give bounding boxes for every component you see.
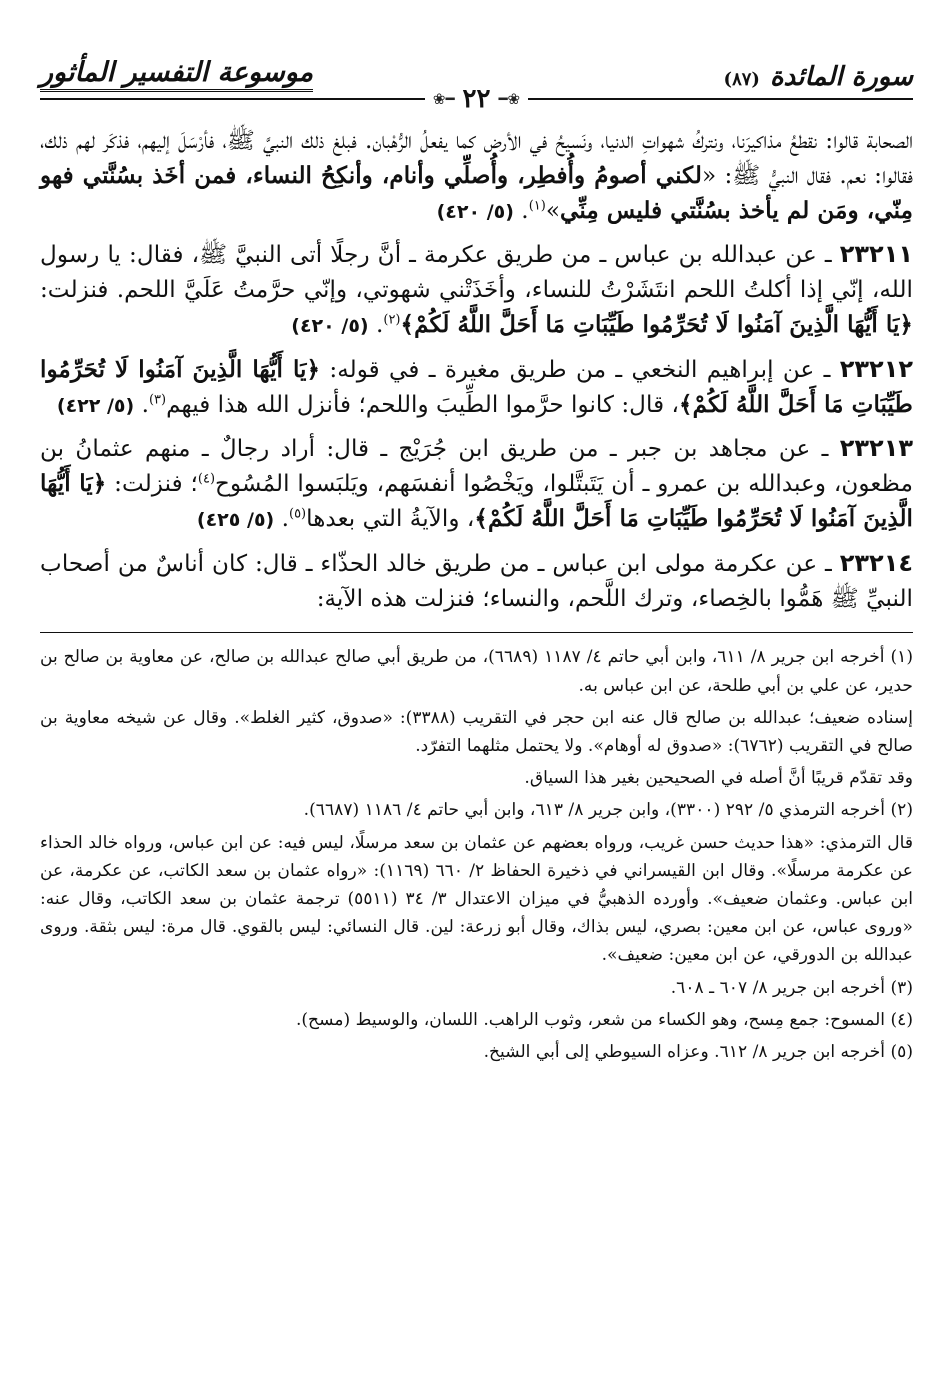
- text-run: .: [368, 310, 384, 338]
- quran-verse: ﴿يَا أَيُّهَا الَّذِينَ آمَنُوا لَا تُحَرِّمُوا طَيِّبَاتِ مَا أَحَلَّ اللَّهُ لَكُمْ﴾: [40, 355, 913, 418]
- footnote: إسناده ضعيف؛ عبدالله بن صالح قال عنه ابن حجر في التقريب (٣٣٨٨): «صدوق، كثير الغلط». وقال عن شيخه معاوية بن صالح في التقريب (٦٧٦٢): «صدوق له أوهام». ولا يحتمل مثلهما التفرّد.: [40, 707, 913, 756]
- volume-page-ref: (٥/ ٤٢٠): [436, 200, 514, 223]
- footnote: (١) أخرجه ابن جرير ٨/ ٦١١، وابن أبي حاتم ٤/ ١١٨٧ (٦٦٨٩)، من طريق أبي صالح عبدالله بن صالح، عن معاوية بن صالح بن حدير، عن علي بن أبي طلحة، عن ابن عباس به.: [40, 647, 913, 696]
- text-run: ، والآيةُ التي بعدها: [306, 504, 475, 532]
- volume-page-ref: (٥/ ٤٢٠): [291, 314, 369, 337]
- text-run: ـ عن عكرمة مولى ابن عباس ـ من طريق خالد الحذّاء ـ قال: كان أناسٌ من أصحاب النبيِّ ﷺ هَمُّوا بالخِصاء، وترك اللَّحم، والنساء؛ فنزلت هذه الآية:: [40, 549, 913, 612]
- footnote: قال الترمذي: «هذا حديث حسن غريب، ورواه بعضهم عن عثمان بن سعد مرسلًا، ليس فيه: عن ابن عباس، ورواه خالد الحذاء عن عكرمة مرسلًا». وقال ابن القيسراني في ذخيرة الحفاظ ٢/ ٦٦٠ (١١٦٩): «رواه عثمان بن سعد الكاتب، عن عكرمة، عن ابن عباس. وعثمان ضعيف». وأورده الذهبيُّ في ميزان الاعتدال ٣/ ٣٤ (٥٥١١) ترجمة عثمان بن سعد الكاتب، وقال عنه: «وروى عباس، عن ابن معين: بصري، ليس بذاك، وقال أبو زرعة: لين. قال النسائي: ليس بالقوي. قال مرة: ليس بثقة. وروى عبدالله بن الدورقي، عن ابن معين: ضعيف».: [40, 832, 913, 966]
- narration-number: ٢٣٢١١: [839, 240, 913, 269]
- footnote: (٣) أخرجه ابن جرير ٨/ ٦٠٧ ـ ٦٠٨.: [670, 977, 913, 998]
- text-run: ، قال: كانوا حرَّموا الطِّيبَ واللحم؛ فأنزل الله هذا فيهم: [166, 390, 680, 418]
- footnote-marker: (٤): [197, 471, 216, 487]
- footnote-marker: (١): [528, 197, 546, 213]
- volume-page-ref: (٥/ ٤٢٥): [196, 508, 275, 531]
- verse-number: (٨٧): [723, 69, 760, 90]
- main-text: [40, 124, 913, 616]
- footnote-marker: (٥): [288, 506, 307, 522]
- narration-paragraph: [40, 124, 913, 228]
- footnote: (٢) أخرجه الترمذي ٥/ ٢٩٢ (٣٣٠٠)، وابن جرير ٨/ ٦١٣، وابن أبي حاتم ٤/ ١١٨٦ (٦٦٨٧).: [303, 800, 913, 821]
- footnote: (٤) المسوح: جمع مِسح، وهو الكساء من شعر، وثوب الراهب. اللسان، والوسيط (مسح).: [295, 1009, 913, 1030]
- running-head-surah: [724, 62, 913, 92]
- text-run: ـ عن عبدالله بن عباس ـ من طريق عكرمة ـ أنَّ رجلًا أتى النبيَّ ﷺ، فقال: يا رسول الله، إنّي إذا أكلتُ اللحم انتَشَرْتُ للنساء، وأخَذَتْني شهوتي، وإنّي حرَّمتُ عَلَيَّ اللحم. فنزلت:: [40, 241, 913, 304]
- text-run: .: [274, 504, 289, 532]
- page-number-box: [425, 84, 528, 114]
- text-run: ـ عن مجاهد بن جبر ـ من طريق ابن جُرَيْج ـ قال: أراد رجالٌ ـ منهم عثمانُ بن مظعون، وعبدالله بن عمرو ـ أن يَتَبتَّلوا، ويَخْصُوا أنفسَهم، ويَلبَسوا المُسُوح: [40, 435, 913, 498]
- narration-paragraph: [40, 351, 913, 423]
- narration-paragraph: [40, 430, 913, 536]
- text-run: .: [513, 196, 529, 224]
- narration-number: ٢٣٢١٣: [839, 434, 913, 463]
- footnotes: [40, 643, 913, 1066]
- surah-name: سورة المائدة: [769, 62, 913, 92]
- narration-number: ٢٣٢١٢: [839, 354, 913, 383]
- text-run: .: [134, 390, 149, 418]
- text-run: الصحابة قالوا: نقطعُ مذاكيرَنا، ونتركُ شهواتِ الدنيا، ونَسيحُ في الأرض كما يفعلُ الرُّهْبان. فبلغ ذلك النبيَّ ﷺ، فأرْسَلَ إليهم، فذكَر لهم ذلك، فقالوا: نعم. فقال النبيُّ ﷺ: «: [40, 127, 914, 189]
- quran-verse: ﴿يَا أَيُّهَا الَّذِينَ آمَنُوا لَا تُحَرِّمُوا طَيِّبَاتِ مَا أَحَلَّ اللَّهُ لَكُمْ﴾: [40, 470, 913, 532]
- footnote-marker: (٣): [148, 391, 167, 407]
- narration-number: ٢٣٢١٤: [839, 548, 913, 577]
- page-number: ٢٢: [462, 84, 491, 114]
- ornament-icon: ❀━: [498, 90, 521, 108]
- footnote-separator: [40, 632, 913, 633]
- book-page: [40, 36, 913, 1356]
- book-title: موسوعة التفسير المأثور: [40, 59, 313, 92]
- page-header: [40, 36, 913, 114]
- text-run: ـ عن إبراهيم النخعي ـ من طريق مغيرة ـ في قوله:: [320, 355, 840, 383]
- footnote: (٥) أخرجه ابن جرير ٨/ ٦١٢. وعزاه السيوطي إلى أبي الشيخ.: [483, 1042, 913, 1062]
- text-run: ؛ فنزلت:: [106, 470, 198, 498]
- narration-paragraph: [40, 236, 913, 342]
- hadith-quote: لكني أصومُ وأُفطِر، وأُصلِّي وأنام، وأنكِحُ النساء، فمن أخَذ بسُنَّتي فهو مِنّي، ومَن لم يأخذ بسُنَّتي فليس مِنِّي: [40, 161, 913, 224]
- volume-page-ref: (٥/ ٤٢٢): [56, 394, 135, 417]
- footnote: وقد تقدّم قريبًا أنَّ أصله في الصحيحين بغير هذا السياق.: [524, 768, 913, 789]
- footnote-marker: (٢): [383, 312, 401, 328]
- narration-paragraph: [40, 545, 913, 617]
- quran-verse: ﴿يَا أَيُّهَا الَّذِينَ آمَنُوا لَا تُحَرِّمُوا طَيِّبَاتِ مَا أَحَلَّ اللَّهُ لَكُمْ﴾: [400, 310, 913, 338]
- ornament-icon: ━❀: [432, 90, 455, 108]
- text-run: »: [545, 196, 561, 224]
